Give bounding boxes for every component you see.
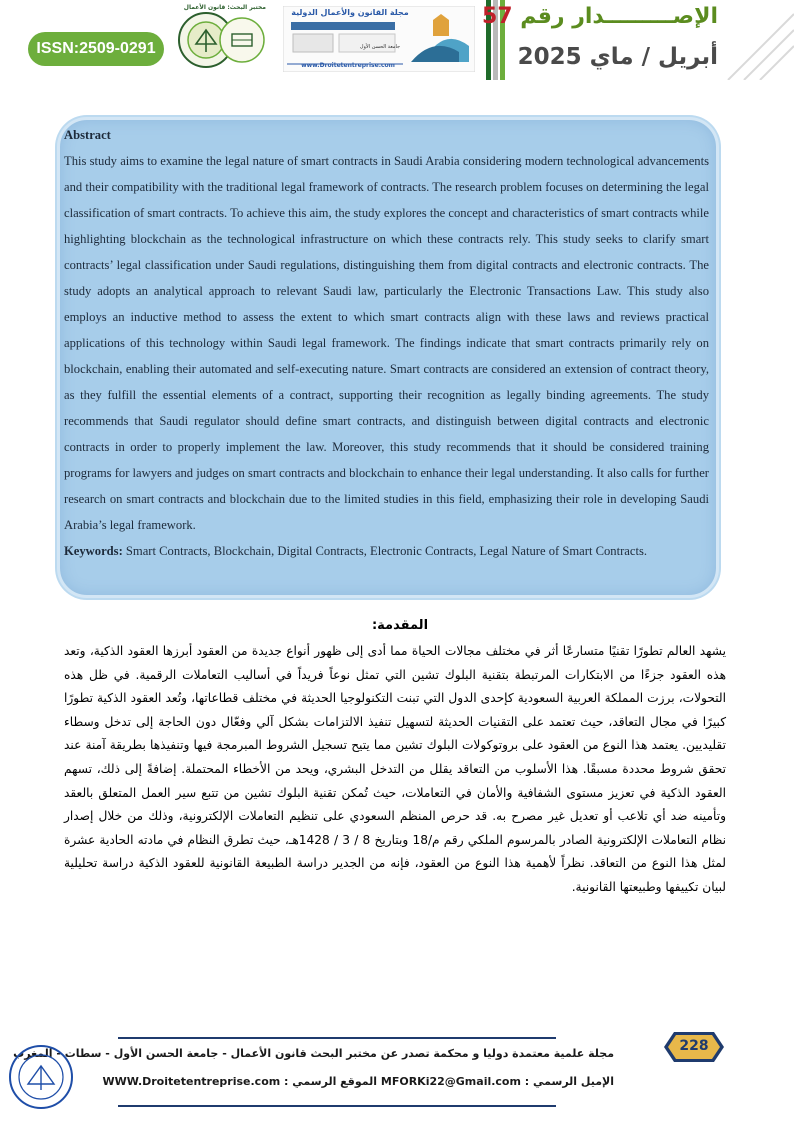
page-number: 228 — [679, 1038, 709, 1054]
lab-logo-text: مختبر البحث: قانون الأعمال — [183, 4, 266, 11]
abstract-body: This study aims to examine the legal nature of smart contracts in Saudi Arabia considering modern technological advancements and their compatibility with the traditional legal framework of contracts. The research problem focuses on determining the legal classification of smart contracts. To achieve this aim, the study explores the concept and characteristics of smart contracts while highlighting blockchain as the technological infrastructure on which these contracts rely. This study seeks to clarify smart contracts’ legal classification under Saudi regulations, distinguishing them from digital contracts and electronic contracts. The study adopts an analytical approach to relevant Saudi law, particularly the Electronic Transactions Law. This study also employs an inductive method to assess the extent to which smart contracts align with these laws and reviews practical applications of this technology within Saudi legal framework. The findings indicate that smart contracts primarily rely on blockchain, enabling their automated and self-executing nature. Smart contracts are considered an extension of contract theory, as they fulfill the essential elements of a contract, supporting their recognition as legally binding agreements. The study recommends that Saudi regulator should define smart contracts, and distinguish between digital contracts and electronic contracts in order to properly implement the law. Moreover, this study recommends that it should be considered training programs for lawyers and judges on smart contracts and blockchain to enhance their legal understanding. It also calls for further research on smart contracts and blockchain due to the limited studies in this field, emphasizing their role in developing Saudi Arabia’s legal framework. — [64, 154, 709, 532]
keywords-line — [64, 538, 709, 564]
issn-badge: ISSN:2509-0291 — [28, 32, 164, 66]
footer-journal-description: مجلة علمية معتمدة دوليا و محكمة تصدر عن مختبر البحث قانون الأعمال - جامعة الحسن الأول - سطات - المغرب — [13, 1047, 614, 1060]
keywords-list: Smart Contracts, Blockchain, Digital Contracts, Electronic Contracts, Legal Nature of Smart Contracts. — [125, 544, 648, 558]
journal-logo-sub: جامعة الحسن الأول — [359, 44, 401, 50]
lab-logo-image — [176, 10, 268, 70]
abstract-section — [64, 122, 709, 564]
footer-contact: الإميل الرسمي : MFORKi22@Gmail.com الموقع الرسمي : WWW.Droitetentreprise.com — [102, 1075, 614, 1088]
header-decoration-stripes — [718, 0, 794, 80]
intro-body: يشهد العالم تطورًا تقنيًا متسارعًا أثر في مختلف مجالات الحياة مما أدى إلى ظهور أنواع جديدة من العقود أبرزها العقود الذكية، وتعد هذه العقود جزءًا من الابتكارات المرتبطة بتقنية البلوك تشين التي تمثل نوعاً فريداً في أساليب التعاملات الرقمية. في ظل هذه التحولات، برزت المملكة العربية السعودية كإحدى الدول التي تبنت التكنولوجيا الحديثة في مختلف قطاعاتها، وتُعد العقود الذكية تطورًا كبيرًا في مجال التعاقد، حيث تعتمد على التقنيات الحديثة لتسهيل تنفيذ الالتزامات بشكل آلي وفعّال دون الحاجة إلى تدخل وسطاء تقليديين. يعتمد هذا النوع من العقود على بروتوكولات البلوك تشين مما يتيح تسجيل الشروط المبرمجة فيها وتنفيذها بطريقة آمنة عند تحقق شروط محددة مسبقًا. هذا الأسلوب من التعاقد يقلل من التدخل البشري، ويحد من الأخطاء المحتملة. إضافةً إلى ذلك، تسهم العقود الذكية في تعزيز مستوى الشفافية والأمان في التعاملات، حيث تُمكن تقنية البلوك تشين من تتبع سير العمل المتعلق بالعقد وتأمينه ضد أي تلاعب أو تعديل غير مصرح به. قد حرص المنظم السعودي على تنظيم التعاملات الإلكترونية، وذلك من خلال إصدار نظام التعاملات الإلكترونية الصادر بالمرسوم الملكي رقم م/18 وبتاريخ 8 / 3 / 1428هـ، حيث تطرق النظام في مادته الحادية عشرة لمثل هذا النوع من التعاقد. نظراً لأهمية هذا النوع من العقود، فإنه من الجدير دراسة الطبيعة القانونية للعقود الذكية دراسة تحليلية لبيان تكييفها وطبيعتها القانونية. — [64, 644, 727, 894]
journal-logo-title: مجلة القانون والأعمال الدولية — [291, 8, 409, 17]
keywords-label: Keywords: — [64, 544, 123, 558]
issue-title: الإصـــــــــدار رقم 57 — [481, 4, 718, 29]
abstract-heading: Abstract — [64, 128, 111, 142]
journal-logo-url: www.Droitetentreprise.com — [301, 62, 395, 69]
issue-date: أبريل / ماي 2025 — [517, 44, 718, 70]
footer-divider-top — [118, 1037, 556, 1039]
footer-divider-bottom — [118, 1105, 556, 1107]
editor-seal-image — [8, 1044, 74, 1110]
issue-number: 57 — [481, 4, 513, 29]
intro-heading: المقدمة: — [371, 618, 429, 633]
